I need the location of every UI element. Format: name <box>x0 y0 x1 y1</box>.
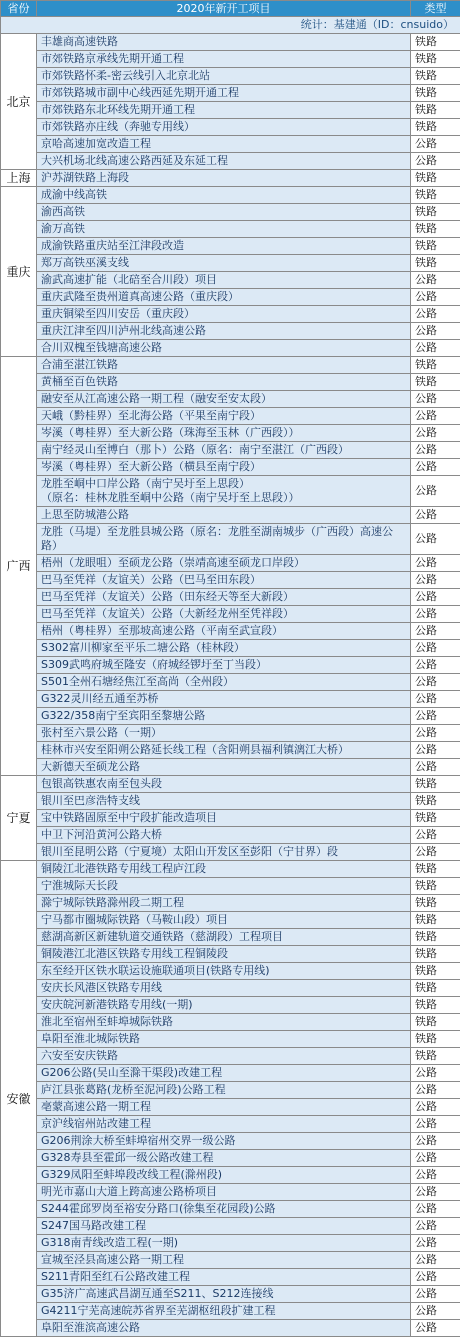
project-type-cell: 公路 <box>411 442 460 459</box>
project-name-cell: 宣城至泾县高速公路一期工程 <box>37 1252 411 1269</box>
project-type-cell: 公路 <box>411 153 460 170</box>
table-row <box>1 861 460 878</box>
project-type-cell: 铁路 <box>411 810 460 827</box>
project-type-cell: 公路 <box>411 1167 460 1184</box>
table-body <box>1 17 460 1337</box>
project-type-cell: 公路 <box>411 323 460 340</box>
project-type-cell: 铁路 <box>411 34 460 51</box>
table-row <box>1 408 460 425</box>
project-name-cell: S244霍邱罗岗至裕安分路口(徐集至花园段)公路 <box>37 1201 411 1218</box>
province-cell: 宁夏 <box>1 776 37 861</box>
table-row <box>1 589 460 606</box>
project-name-cell: 合川双槐至钱塘高速公路 <box>37 340 411 357</box>
project-name-cell: 铜陵港江北港区铁路专用线工程铜陵段 <box>37 946 411 963</box>
project-type-cell: 公路 <box>411 759 460 776</box>
table-row <box>1 1048 460 1065</box>
project-type-cell: 公路 <box>411 340 460 357</box>
project-type-cell: 公路 <box>411 1235 460 1252</box>
table-row <box>1 221 460 238</box>
project-type-cell: 公路 <box>411 476 460 507</box>
project-type-cell: 公路 <box>411 289 460 306</box>
project-name-cell: 银川至巴彦浩特支线 <box>37 793 411 810</box>
table-row <box>1 844 460 861</box>
project-type-cell: 公路 <box>411 742 460 759</box>
project-name-cell: 渝武高速扩能（北碚至合川段）项目 <box>37 272 411 289</box>
project-name-cell: G328寿县至霍邱一级公路改建工程 <box>37 1150 411 1167</box>
table-row <box>1 827 460 844</box>
table-row <box>1 759 460 776</box>
project-type-cell: 铁路 <box>411 997 460 1014</box>
project-name-cell: 龙胜（马堤）至龙胜县城公路（原名：龙胜至湖南城步（广西段）高速公路） <box>37 524 411 555</box>
table-row <box>1 238 460 255</box>
table-row <box>1 187 460 204</box>
project-type-cell: 公路 <box>411 306 460 323</box>
project-type-cell: 铁路 <box>411 861 460 878</box>
project-type-cell: 铁路 <box>411 85 460 102</box>
table-row <box>1 657 460 674</box>
stats-text: 统计：基建通（ID：cnsuido） <box>1 17 460 34</box>
table-row <box>1 1116 460 1133</box>
project-name-cell: 宝中铁路固原至中宁段扩能改造项目 <box>37 810 411 827</box>
project-name-cell: 铜陵江北港铁路专用线工程庐江段 <box>37 861 411 878</box>
table-row <box>1 204 460 221</box>
project-type-cell: 铁路 <box>411 793 460 810</box>
project-type-cell: 公路 <box>411 606 460 623</box>
project-name-cell: 梧州（粤桂界）至那坡高速公路（平南至武宣段） <box>37 623 411 640</box>
project-type-cell: 铁路 <box>411 895 460 912</box>
project-name-cell: 梧州（龙眼咀）至硕龙公路（崇靖高速至硕龙口岸段） <box>37 555 411 572</box>
table-row <box>1 912 460 929</box>
project-type-cell: 公路 <box>411 1133 460 1150</box>
table-row <box>1 340 460 357</box>
project-type-cell: 公路 <box>411 572 460 589</box>
project-name-cell: 桂林市兴安至阳朔公路延长线工程（含阳朔县福利镇漓江大桥） <box>37 742 411 759</box>
project-type-cell: 公路 <box>411 691 460 708</box>
table-row <box>1 1201 460 1218</box>
project-type-cell: 铁路 <box>411 119 460 136</box>
project-name-cell: 郑万高铁巫溪支线 <box>37 255 411 272</box>
table-row <box>1 1252 460 1269</box>
table-row <box>1 1235 460 1252</box>
project-name-cell: 慈湖高新区新建轨道交通铁路（慈湖段）工程项目 <box>37 929 411 946</box>
table-row <box>1 606 460 623</box>
table-row <box>1 1133 460 1150</box>
table-row <box>1 895 460 912</box>
project-type-cell: 铁路 <box>411 204 460 221</box>
project-type-cell: 公路 <box>411 1082 460 1099</box>
project-name-cell: G206荆涂大桥至蚌埠宿州交界一级公路 <box>37 1133 411 1150</box>
project-name-cell: 阜阳至淮北城际铁路 <box>37 1031 411 1048</box>
project-name-cell: 阜阳至淮滨高速公路 <box>37 1320 411 1337</box>
province-cell: 上海 <box>1 170 37 187</box>
project-name-cell: 成渝中线高铁 <box>37 187 411 204</box>
project-name-cell: 丰雄商高速铁路 <box>37 34 411 51</box>
table-row <box>1 674 460 691</box>
table-row <box>1 85 460 102</box>
project-type-cell: 公路 <box>411 1252 460 1269</box>
project-name-cell: 中卫下河沿黄河公路大桥 <box>37 827 411 844</box>
project-type-cell: 公路 <box>411 827 460 844</box>
project-name-cell: 合浦至湛江铁路 <box>37 357 411 374</box>
project-type-cell: 公路 <box>411 1150 460 1167</box>
project-name-cell: 岑溪（粤桂界）至大新公路（横县至南宁段） <box>37 459 411 476</box>
project-type-cell: 公路 <box>411 1269 460 1286</box>
project-type-cell: 公路 <box>411 640 460 657</box>
table-row <box>1 68 460 85</box>
project-name-cell: S302富川柳家至平乐二塘公路（桂林段） <box>37 640 411 657</box>
project-type-cell: 铁路 <box>411 776 460 793</box>
province-cell: 广西 <box>1 357 37 776</box>
project-name-cell: 安庆皖河新港铁路专用线(一期) <box>37 997 411 1014</box>
project-type-cell: 铁路 <box>411 912 460 929</box>
project-type-cell: 公路 <box>411 272 460 289</box>
project-name-cell: S309武鸣府城至隆安（府城经锣圩至丁当段） <box>37 657 411 674</box>
table-row <box>1 810 460 827</box>
project-name-cell: G4211宁芜高速皖苏省界至芜湖枢纽段扩建工程 <box>37 1303 411 1320</box>
table-row <box>1 425 460 442</box>
project-name-cell: 融安至从江高速公路一期工程（融安至安太段） <box>37 391 411 408</box>
project-name-cell: 黄桶至百色铁路 <box>37 374 411 391</box>
project-type-cell: 铁路 <box>411 946 460 963</box>
project-name-cell: G318南青线改造工程(一期) <box>37 1235 411 1252</box>
project-name-cell: 市郊铁路亦庄线（奔驰专用线） <box>37 119 411 136</box>
project-type-cell: 公路 <box>411 555 460 572</box>
project-type-cell: 公路 <box>411 1116 460 1133</box>
project-name-cell: G35济广高速武昌湖互通至S211、S212连接线 <box>37 1286 411 1303</box>
project-type-cell: 铁路 <box>411 980 460 997</box>
project-type-cell: 公路 <box>411 657 460 674</box>
project-type-cell: 铁路 <box>411 1014 460 1031</box>
project-type-cell: 公路 <box>411 1320 460 1337</box>
project-type-cell: 铁路 <box>411 1031 460 1048</box>
project-name-cell: 东至经开区铁水联运设施联通项目(铁路专用线) <box>37 963 411 980</box>
project-name-cell: 六安至安庆铁路 <box>37 1048 411 1065</box>
project-name-cell: 京沪线宿州站改建工程 <box>37 1116 411 1133</box>
table-row <box>1 691 460 708</box>
project-type-cell: 公路 <box>411 425 460 442</box>
table-row <box>1 1031 460 1048</box>
stats-row <box>1 17 460 34</box>
header-type: 类型 <box>411 1 460 17</box>
project-type-cell: 铁路 <box>411 929 460 946</box>
table-row <box>1 1099 460 1116</box>
table-row <box>1 980 460 997</box>
table-row <box>1 1167 460 1184</box>
table-row <box>1 1065 460 1082</box>
project-type-cell: 公路 <box>411 674 460 691</box>
project-name-cell: 市郊铁路怀柔-密云线引入北京北站 <box>37 68 411 85</box>
project-name-cell: 滁宁城际铁路滁州段二期工程 <box>37 895 411 912</box>
table-row <box>1 51 460 68</box>
project-type-cell: 公路 <box>411 1303 460 1320</box>
table-row <box>1 442 460 459</box>
table-row <box>1 997 460 1014</box>
project-type-cell: 公路 <box>411 844 460 861</box>
table-row <box>1 776 460 793</box>
table-row <box>1 1269 460 1286</box>
table-row <box>1 963 460 980</box>
project-name-cell: 宁淮城际天长段 <box>37 878 411 895</box>
project-type-cell: 公路 <box>411 1184 460 1201</box>
project-name-cell: 上思至防城港公路 <box>37 507 411 524</box>
project-type-cell: 铁路 <box>411 170 460 187</box>
table-row <box>1 323 460 340</box>
table-row <box>1 357 460 374</box>
project-name-cell: 沪苏湖铁路上海段 <box>37 170 411 187</box>
project-name-cell: S501全州石塘经焦江至高尚（全州段） <box>37 674 411 691</box>
table-row <box>1 374 460 391</box>
project-type-cell: 公路 <box>411 589 460 606</box>
project-type-cell: 公路 <box>411 725 460 742</box>
project-name-cell: 张村至六景公路（一期） <box>37 725 411 742</box>
project-name-cell: G322/358南宁至宾阳至黎塘公路 <box>37 708 411 725</box>
project-name-cell: 重庆江津至四川泸州北线高速公路 <box>37 323 411 340</box>
project-name-cell: 大兴机场北线高速公路西延及东延工程 <box>37 153 411 170</box>
table-row <box>1 102 460 119</box>
table-row <box>1 289 460 306</box>
table-row <box>1 1150 460 1167</box>
project-name-cell: 宁马都市圈城际铁路（马鞍山段）项目 <box>37 912 411 929</box>
table-row <box>1 136 460 153</box>
table-row <box>1 153 460 170</box>
table-row <box>1 623 460 640</box>
project-type-cell: 公路 <box>411 1099 460 1116</box>
project-name-cell: 亳蒙高速公路一期工程 <box>37 1099 411 1116</box>
province-cell: 北京 <box>1 34 37 170</box>
project-name-cell: 成渝铁路重庆站至江津段改造 <box>37 238 411 255</box>
project-type-cell: 铁路 <box>411 374 460 391</box>
project-name-cell: 庐江县张葛路(龙桥至泥河段)公路工程 <box>37 1082 411 1099</box>
table-row <box>1 34 460 51</box>
project-type-cell: 铁路 <box>411 102 460 119</box>
project-type-cell: 铁路 <box>411 221 460 238</box>
project-name-cell: 大新德天至硕龙公路 <box>37 759 411 776</box>
project-name-cell: G322灵川经五通至苏桥 <box>37 691 411 708</box>
project-type-cell: 铁路 <box>411 238 460 255</box>
project-type-cell: 铁路 <box>411 357 460 374</box>
project-name-cell: 市郊铁路东北环线先期开通工程 <box>37 102 411 119</box>
table-row <box>1 742 460 759</box>
project-name-cell: 渝西高铁 <box>37 204 411 221</box>
table-row <box>1 1218 460 1235</box>
project-type-cell: 公路 <box>411 1218 460 1235</box>
table-row <box>1 1184 460 1201</box>
table-row <box>1 507 460 524</box>
project-name-cell: 巴马至凭祥（友谊关）公路（田东经天等至大新段） <box>37 589 411 606</box>
table-row <box>1 878 460 895</box>
table-row <box>1 725 460 742</box>
table-row <box>1 255 460 272</box>
project-name-cell: 龙胜至峒中口岸公路（南宁吴圩至上思段） （原名：桂林龙胜至峒中公路（南宁吴圩至上思段）） <box>37 476 411 507</box>
table-row <box>1 572 460 589</box>
project-name-cell: 渝万高铁 <box>37 221 411 238</box>
project-name-cell: 市郊铁路城市副中心线西延先期开通工程 <box>37 85 411 102</box>
table-row <box>1 476 460 507</box>
project-type-cell: 铁路 <box>411 255 460 272</box>
project-type-cell: 公路 <box>411 1286 460 1303</box>
table-row <box>1 1320 460 1337</box>
project-type-cell: 公路 <box>411 136 460 153</box>
table-row <box>1 555 460 572</box>
project-name-cell: 重庆武隆至贵州道真高速公路（重庆段） <box>37 289 411 306</box>
project-type-cell: 铁路 <box>411 1048 460 1065</box>
province-cell: 重庆 <box>1 187 37 357</box>
header-province: 省份 <box>1 1 37 17</box>
project-type-cell: 公路 <box>411 459 460 476</box>
table-row <box>1 1014 460 1031</box>
project-type-cell: 公路 <box>411 391 460 408</box>
project-name-cell: S247国马路改建工程 <box>37 1218 411 1235</box>
project-name-cell: G206公路(吴山至滁干渠段)改建工程 <box>37 1065 411 1082</box>
table-row <box>1 272 460 289</box>
table-row <box>1 306 460 323</box>
table-row <box>1 391 460 408</box>
table-row <box>1 708 460 725</box>
header-project: 2020年新开工项目 <box>37 1 411 17</box>
project-name-cell: S211青阳至红石公路改建工程 <box>37 1269 411 1286</box>
project-name-cell: 巴马至凭祥（友谊关）公路（大新经龙州至凭祥段） <box>37 606 411 623</box>
project-type-cell: 铁路 <box>411 51 460 68</box>
project-name-cell: 市郊铁路京承线先期开通工程 <box>37 51 411 68</box>
table-row <box>1 1286 460 1303</box>
table-row <box>1 640 460 657</box>
table-row <box>1 170 460 187</box>
table-row <box>1 1082 460 1099</box>
project-type-cell: 铁路 <box>411 878 460 895</box>
table-row <box>1 524 460 555</box>
table-row <box>1 459 460 476</box>
project-name-cell: 重庆铜梁至四川安岳（重庆段） <box>37 306 411 323</box>
project-type-cell: 公路 <box>411 524 460 555</box>
project-type-cell: 公路 <box>411 408 460 425</box>
project-name-cell: 岑溪（粤桂界）至大新公路（珠海至玉林（广西段）） <box>37 425 411 442</box>
project-name-cell: 巴马至凭祥（友谊关）公路（巴马至田东段） <box>37 572 411 589</box>
project-name-cell: 京哈高速加宽改造工程 <box>37 136 411 153</box>
project-name-cell: G329凤阳至蚌埠段改线工程(滁州段) <box>37 1167 411 1184</box>
table-row <box>1 929 460 946</box>
project-name-cell: 淮北至宿州至蚌埠城际铁路 <box>37 1014 411 1031</box>
project-type-cell: 公路 <box>411 507 460 524</box>
project-name-cell: 南宁经灵山至博白（那卜）公路（原名：南宁至湛江（广西段） <box>37 442 411 459</box>
project-type-cell: 铁路 <box>411 187 460 204</box>
project-type-cell: 公路 <box>411 1201 460 1218</box>
project-name-cell: 明光市嘉山大道上跨高速公路桥项目 <box>37 1184 411 1201</box>
table-header-row <box>1 1 460 17</box>
table-row <box>1 793 460 810</box>
project-type-cell: 铁路 <box>411 68 460 85</box>
province-cell: 安徽 <box>1 861 37 1337</box>
table-row <box>1 1303 460 1320</box>
project-name-cell: 天峨（黔桂界）至北海公路（平果至南宁段） <box>37 408 411 425</box>
project-type-cell: 公路 <box>411 708 460 725</box>
project-name-cell: 银川至昆明公路（宁夏境）太阳山开发区至彭阳（宁甘界）段 <box>37 844 411 861</box>
project-name-cell: 包银高铁惠农南至包头段 <box>37 776 411 793</box>
project-type-cell: 公路 <box>411 1065 460 1082</box>
table-row <box>1 119 460 136</box>
project-name-cell: 安庆长风港区铁路专用线 <box>37 980 411 997</box>
table-row <box>1 946 460 963</box>
project-type-cell: 铁路 <box>411 963 460 980</box>
project-type-cell: 公路 <box>411 623 460 640</box>
